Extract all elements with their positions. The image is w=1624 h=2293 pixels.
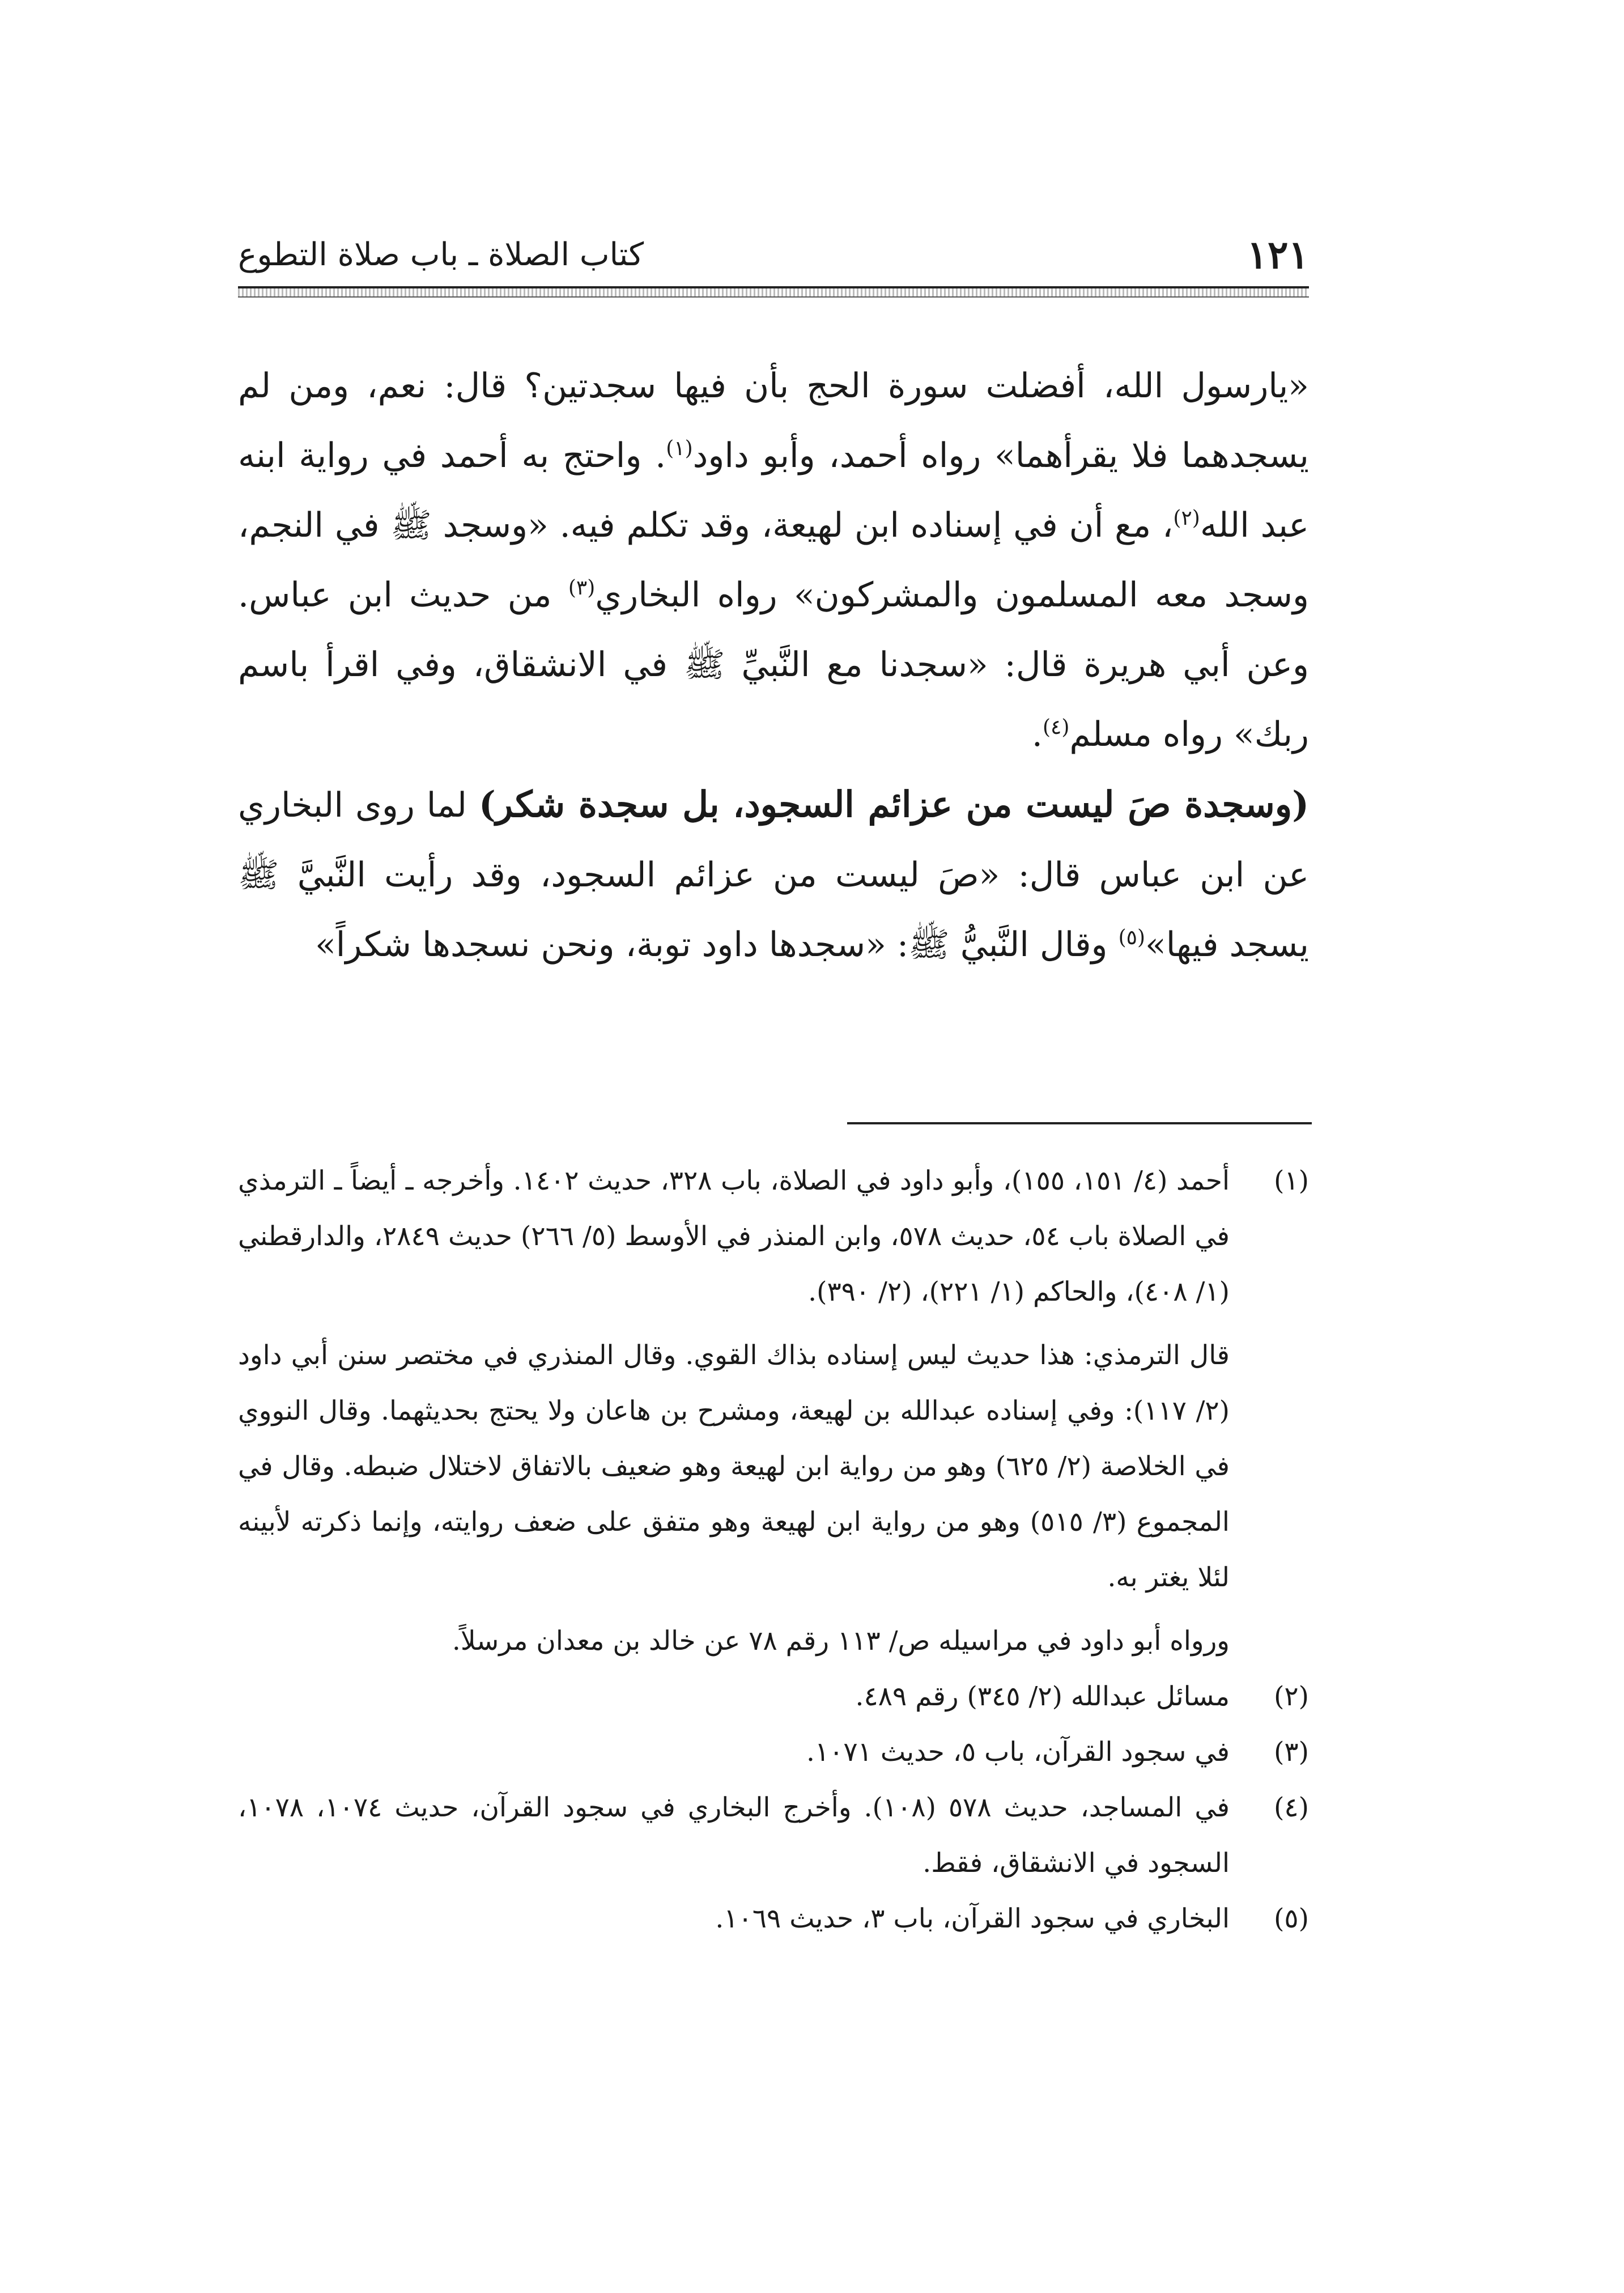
footnote-number: (٤) [1274,1792,1309,1823]
text-run: لما روى البخاري عن ابن عباس قال: «صَ ليست من عزائم السجود، وقد رأيت النَّبيَّ ﷺ يسجد فيها» [238,785,1309,965]
footnote-text: في سجود القرآن، باب ٥، حديث ١٠٧١. [806,1736,1230,1768]
footnote-ref-3: (٣) [568,576,596,600]
footnote-2 [238,1669,1309,1725]
page-header [238,230,1309,281]
footnotes [238,1153,1309,1947]
section-heading: (وسجدة صَ ليست من عزائم السجود، بل سجدة شكر) [478,783,1310,825]
footnote-text: مسائل عبدالله (٢/ ٣٤٥) رقم ٤٨٩. [855,1681,1230,1712]
footnote-ref-4: (٤) [1042,716,1070,739]
header-rule [238,286,1309,298]
footnote-number: (٥) [1274,1903,1309,1934]
text-run: . [1031,715,1043,754]
footnote-4 [238,1780,1309,1891]
footnote-text: قال الترمذي: هذا حديث ليس إسناده بذاك القوي. وقال المنذري في مختصر سنن أبي داود (٢/ ١١٧): وفي إسناده عبدالله بن لهيعة، ومشرح بن هاعان ولا يحتج بحديثهما. وقال النووي في الخلاصة (٢/ ٦٢٥) وهو من رواية ابن لهيعة وهو ضعيف بالاتفاق لاختلال ضبطه. وقال في المجموع (٣/ ٥١٥) وهو من رواية ابن لهيعة وهو متفق على ضعف روايته، وإنما ذكرته لأبينه لئلا يغتر به. [238,1340,1230,1593]
text-run: وقال النَّبيُّ ﷺ: «سجدها داود توبة، ونحن نسجدها شكراً» [315,925,1119,965]
footnote-text: ورواه أبو داود في مراسيله ص/ ١١٣ رقم ٧٨ عن خالد بن معدان مرسلاً. [452,1625,1230,1657]
footnote-ref-1: (١) [666,437,693,460]
footnote-number: (١) [1274,1165,1309,1196]
paragraph-1 [238,351,1309,770]
footnote-separator [847,1122,1312,1124]
footnote-ref-5: (٥) [1118,926,1146,949]
footnote-1 [238,1153,1309,1669]
main-text [238,351,1309,980]
footnote-text: في المساجد، حديث ٥٧٨ (١٠٨). وأخرج البخاري في سجود القرآن، حديث ١٠٧٤، ١٠٧٨، السجود في الانشقاق، فقط. [238,1792,1230,1879]
footnote-5 [238,1891,1309,1947]
running-title: كتاب الصلاة ـ باب صلاة التطوع [238,236,644,273]
footnote-number: (٣) [1274,1736,1309,1768]
footnote-ref-2: (٢) [1173,507,1200,530]
text-run: ، مع أن في إسناده ابن لهيعة، وقد تكلم فيه. «وسجد ﷺ في النجم، وسجد معه المسلمون والمشركون» رواه البخاري [238,506,1309,615]
paragraph-2 [238,770,1309,980]
footnote-3 [238,1725,1309,1780]
footnote-text: البخاري في سجود القرآن، باب ٣، حديث ١٠٦٩. [715,1903,1230,1934]
text-run: من حديث ابن عباس. وعن أبي هريرة قال: «سجدنا مع النَّبيِّ ﷺ في الانشقاق، وفي اقرأ باسم ربك» رواه مسلم [238,575,1309,754]
text-run: . واحتج به أحمد في رواية ابنه عبد الله [238,436,1309,545]
footnote-number: (٢) [1274,1681,1309,1712]
text-run: «يارسول الله، أفضلت سورة الحج بأن فيها سجدتين؟ قال: نعم، ومن لم يسجدهما فلا يقرأهما» رواه أحمد، وأبو داود [238,366,1309,475]
page-number: ١٢١ [1247,232,1309,278]
footnote-text: أحمد (٤/ ١٥١، ١٥٥)، وأبو داود في الصلاة، باب ٣٢٨، حديث ١٤٠٢. وأخرجه ـ أيضاً ـ الترمذي في الصلاة باب ٥٤، حديث ٥٧٨، وابن المنذر في الأوسط (٥/ ٢٦٦) حديث ٢٨٤٩، والدارقطني (١/ ٤٠٨)، والحاكم (١/ ٢٢١)، (٢/ ٣٩٠). [238,1165,1230,1307]
